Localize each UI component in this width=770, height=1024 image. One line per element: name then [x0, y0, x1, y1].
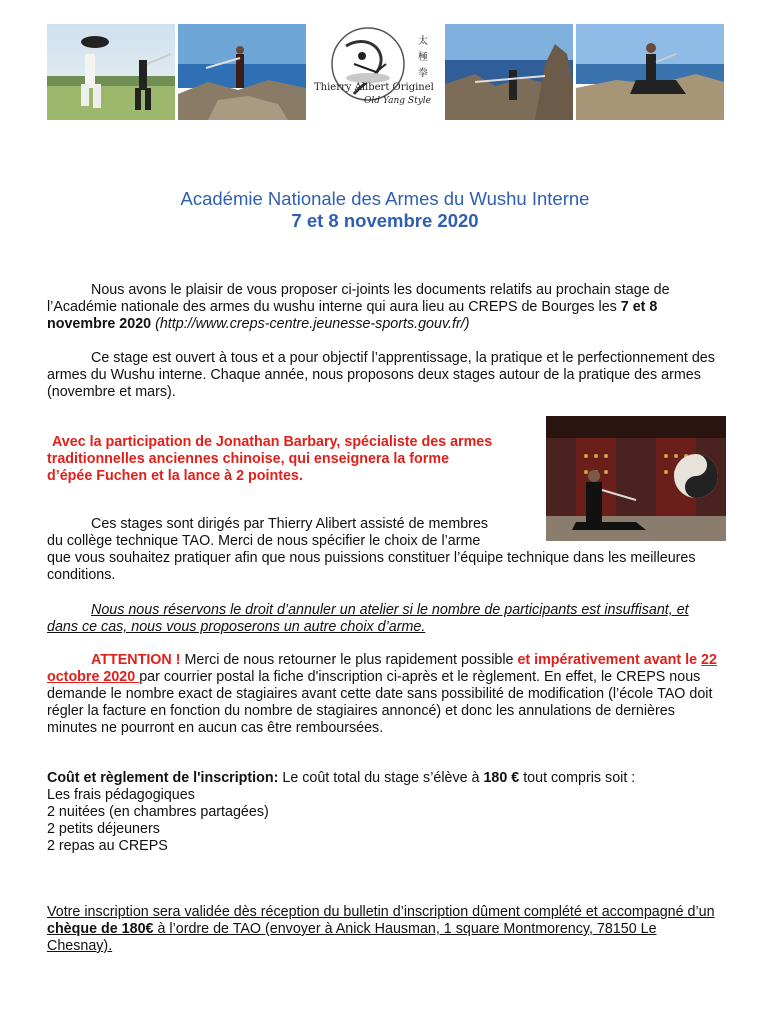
logo-name: Thierry Alibert Originel [314, 82, 434, 93]
objective-paragraph [47, 350, 722, 401]
direction-line-1 [47, 516, 722, 533]
page-subtitle-dates: 7 et 8 novembre 2020 [291, 210, 479, 231]
logo-chinese-1: 太 [418, 36, 428, 47]
attention-deadline: 22 octobre 2020 [47, 652, 717, 685]
logo-style: Old Yang Style [364, 96, 431, 106]
registration-text-a: Votre inscription sera validée dès réception du bulletin d’inscription dûment complété et accompagné d’un [47, 904, 715, 920]
header-photo-fan-form [47, 24, 175, 120]
header-photo-sword-coast [178, 24, 306, 120]
guest-instructor-paragraph [47, 434, 537, 485]
guest-line-1: Avec la participation de Jonathan Barbary, spécialiste des armes [52, 434, 493, 450]
cost-label: Coût et règlement de l'inscription: [47, 770, 279, 786]
page-title: Académie Nationale des Armes du Wushu Interne [180, 188, 590, 209]
attention-paragraph [47, 652, 722, 737]
cost-text-b: tout compris soit : [519, 770, 636, 786]
registration-text-b: à l’ordre de TAO (envoyer à Anick Hausman, 1 square Montmorency, 78150 Le Chesnay). [47, 921, 657, 954]
cost-text-a: Le coût total du stage s’élève à [278, 770, 484, 786]
objective-text: Ce stage est ouvert à tous et a pour objectif l’apprentissage, la pratique et le perfectionnement des armes du Wushu interne. Chaque année, nous proposons deux stages autour de la pratique des armes (novembre et mars). [47, 350, 715, 400]
registration-cheque: chèque de 180€ [47, 921, 154, 937]
header-photo-spear-cliff [445, 24, 573, 120]
cancellation-text: Nous nous réservons le droit d’annuler un atelier si le nombre de participants est insuffisant, et dans ce cas, nous vous proposerons un autre choix d’arme. [47, 602, 689, 635]
guest-line-3: d’épée Fuchen et la lance à 2 pointes. [47, 468, 303, 484]
cost-line [47, 770, 722, 787]
guest-line-2: traditionnelles anciennes chinoise, qui enseignera la forme [47, 451, 450, 467]
cost-section [47, 770, 722, 855]
attention-label: ATTENTION ! [91, 652, 181, 668]
attention-text-b: par courrier postal la fiche d'inscription ci-après et le règlement. En effet, le CREPS nous demande le nombre exact de stagiaires avant cette date sans possibilité de modification (l’école TAO doit régler la facture en fonction du nombre de stagiaires annoncé) et donc les annulations de dernières minutes ne pourront en aucun cas être remboursées. [47, 669, 713, 736]
direction-line-2: du collège technique TAO. Merci de nous spécifier le choix de l’arme [47, 533, 481, 549]
tao-logo [306, 24, 443, 120]
direction-paragraph [47, 516, 722, 584]
direction-line-3: que vous souhaitez pratiquer afin que nous puissions constituer l’équipe technique dans les meilleures conditions. [47, 550, 696, 583]
intro-dates: 7 et 8 novembre 2020 [47, 299, 658, 332]
cost-item: 2 nuitées (en chambres partagées) [47, 804, 269, 820]
cost-item: 2 repas au CREPS [47, 838, 168, 854]
cancellation-paragraph [47, 602, 722, 636]
creps-link[interactable]: (http://www.creps-centre.jeunesse-sports.gouv.fr/) [151, 316, 470, 332]
cost-item: 2 petits déjeuners [47, 821, 160, 837]
cost-item: Les frais pédagogiques [47, 787, 195, 803]
logo-chinese-3: 拳 [418, 68, 428, 79]
header-photo-stance-rock [576, 24, 724, 120]
attention-text-a: Merci de nous retourner le plus rapidement possible [180, 652, 518, 668]
intro-text: Nous avons le plaisir de vous proposer ci-joints les documents relatifs au prochain stage de l’Académie nationale des armes du wushu interne qui aura lieu au CREPS de Bourges les [47, 282, 670, 315]
logo-chinese-2: 極 [418, 52, 428, 63]
intro-paragraph [47, 282, 722, 333]
direction-text-1: Ces stages sont dirigés par Thierry Alibert assisté de membres [91, 516, 489, 532]
registration-paragraph [47, 904, 722, 955]
cost-price: 180 € [483, 770, 520, 786]
attention-imperative: et impérativement avant le [517, 652, 701, 668]
